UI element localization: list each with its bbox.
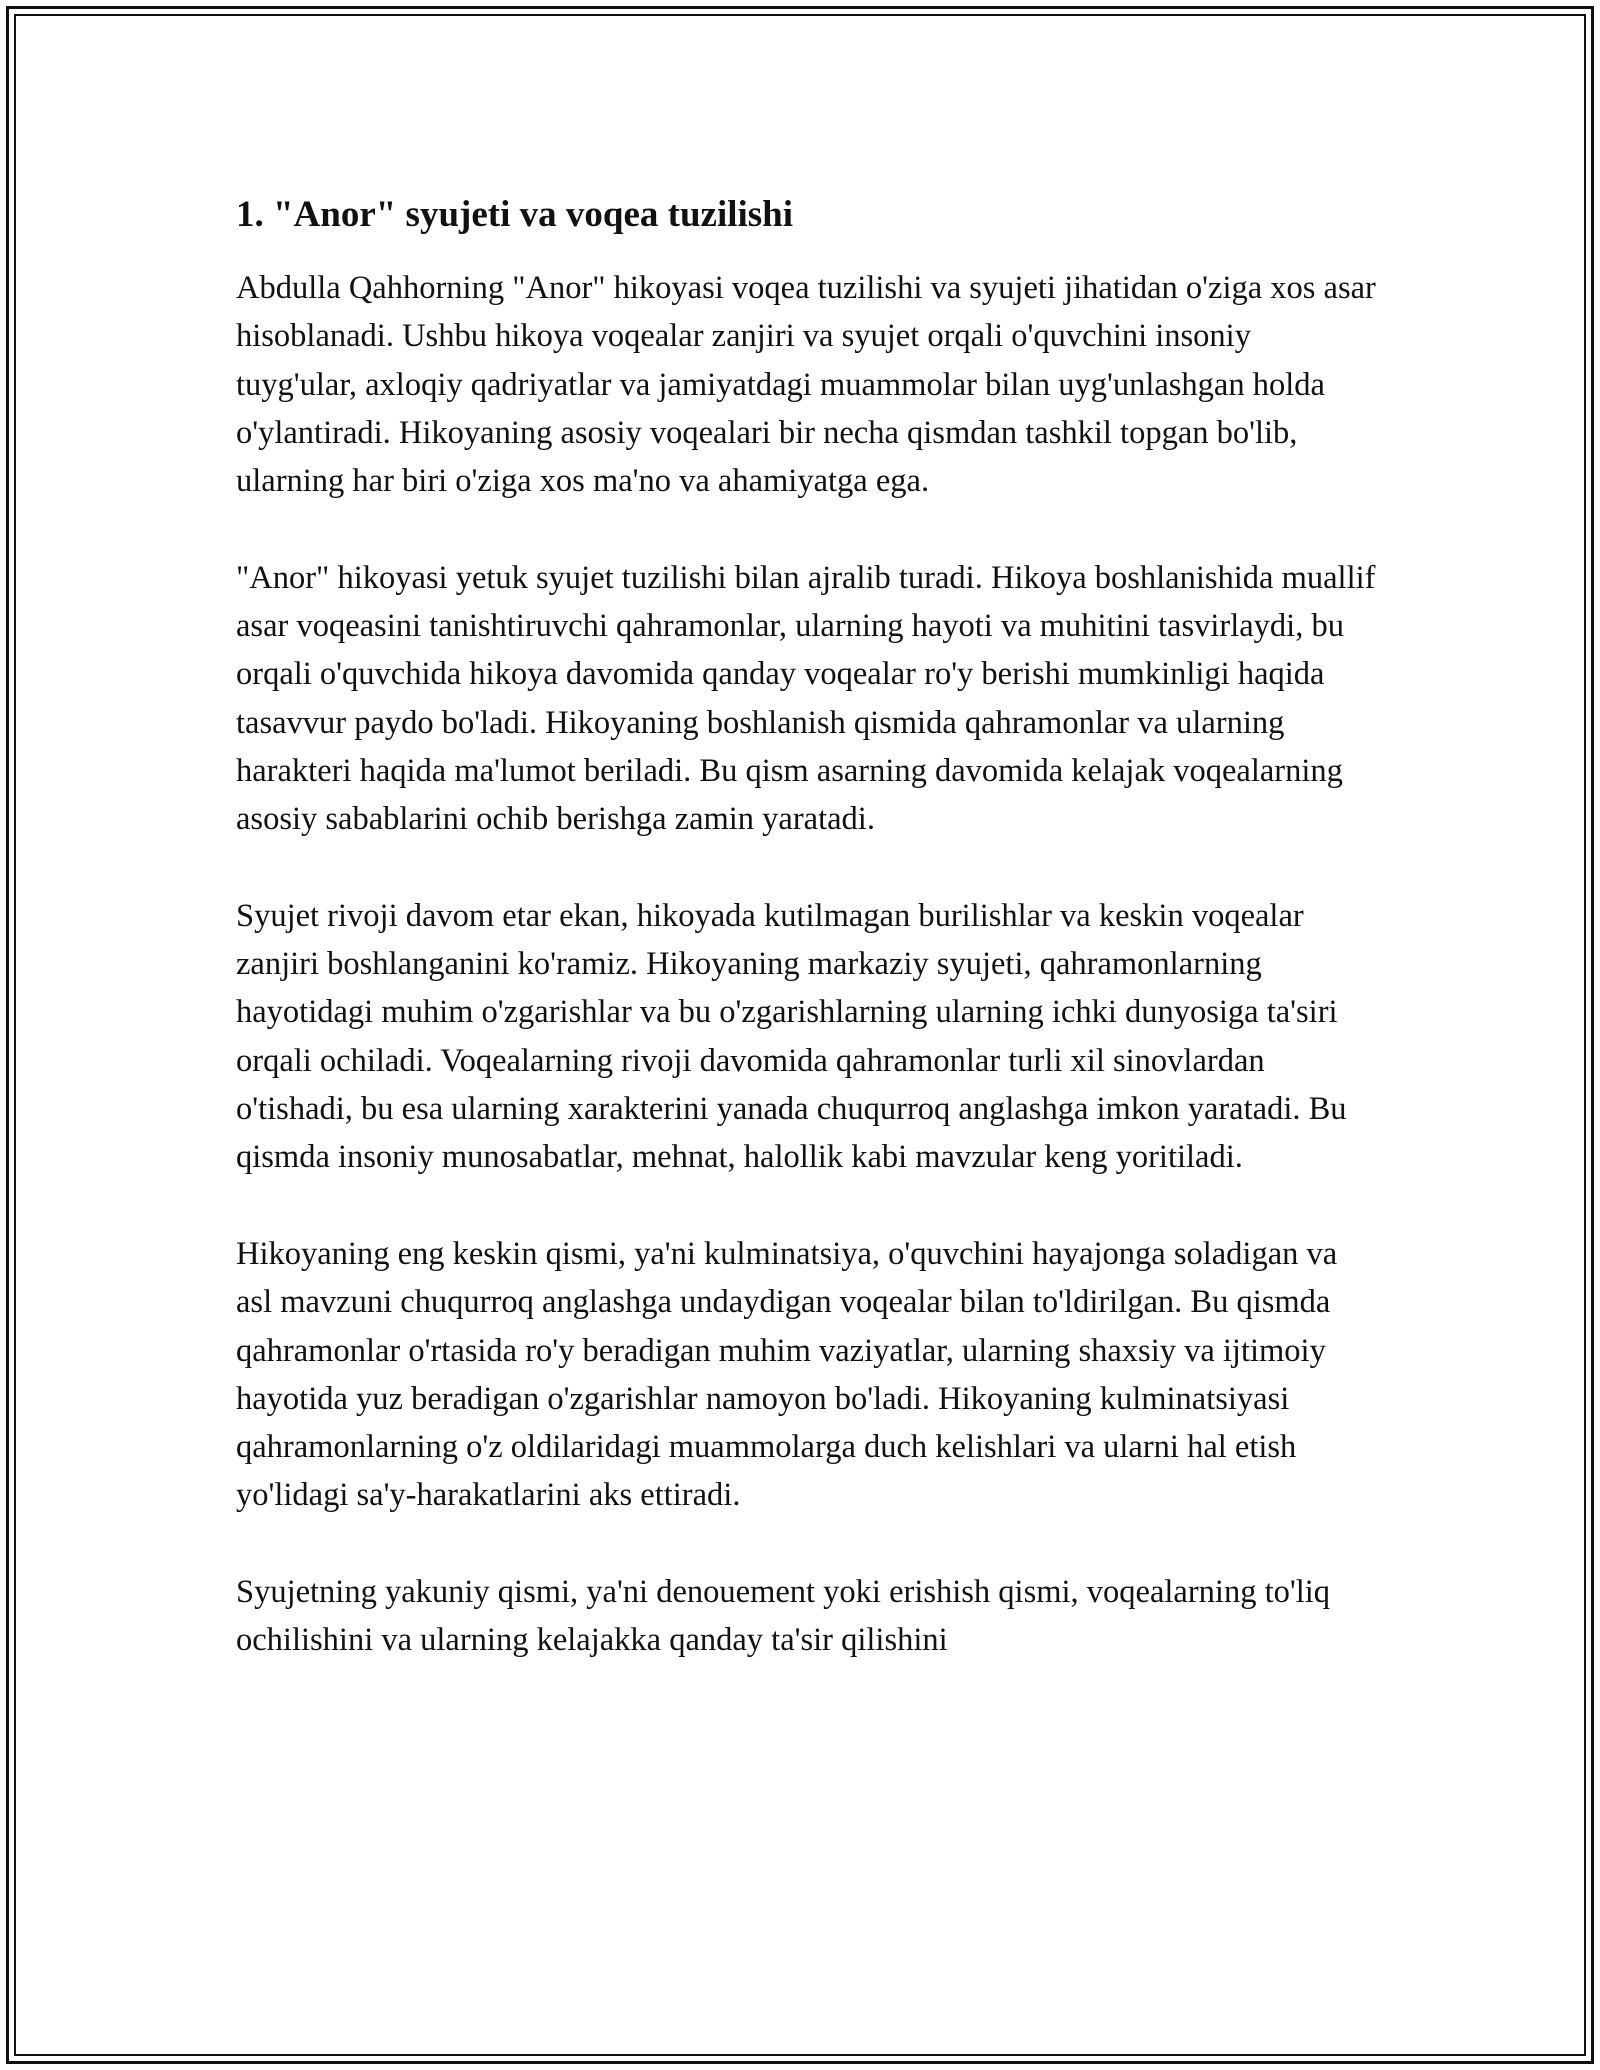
paragraph-exposition: "Anor" hikoyasi yetuk syujet tuzilishi bilan ajralib turadi. Hikoya boshlanishida muallif asar voqeasini tanishtiruvchi qahramonlar, ularning hayoti va muhitini tasvirlaydi, bu orqali o'quvchida hikoya davomida qanday voqealar ro'y berishi mumkinligi haqida tasavvur paydo bo'ladi. Hikoyaning boshlanish qismida qahramonlar va ularning harakteri haqida ma'lumot beriladi. Bu qism asarning davomida kelajak voqealarning asosiy sabablarini ochib berishga zamin yaratadi.	[236, 559, 1376, 838]
section-heading: 1. "Anor" syujeti va voqea tuzilishi	[236, 194, 794, 235]
paragraph-rising-action: Syujet rivoji davom etar ekan, hikoyada kutilmagan burilishlar va keskin voqealar zanjiri boshlanganini ko'ramiz. Hikoyaning markaziy syujeti, qahramonlarning hayotidagi muhim o'zgarishlar va bu o'zgarishlarning ularning ichki dunyosiga ta'siri orqali ochiladi. Voqealarning rivoji davomida qahramonlar turli xil sinovlardan o'tishadi, bu esa ularning xarakterini yanada chuqurroq anglashga imkon yaratadi. Bu qismda insoniy munosabatlar, mehnat, halollik kabi mavzular keng yoritiladi.	[236, 897, 1347, 1176]
paragraph-climax: Hikoyaning eng keskin qismi, ya'ni kulminatsiya, o'quvchini hayajonga soladigan va asl mavzuni chuqurroq anglashga undaydigan voqealar bilan to'ldirilgan. Bu qismda qahramonlar o'rtasida ro'y beradigan muhim vaziyatlar, ularning shaxsiy va ijtimoiy hayotida yuz beradigan o'zgarishlar namoyon bo'ladi. Hikoyaning kulminatsiyasi qahramonlarning o'z oldilaridagi muammolarga duch kelishlari va ularni hal etish yo'lidagi sa'y-harakatlarini aks ettiradi.	[236, 1235, 1338, 1514]
paragraph-denouement: Syujetning yakuniy qismi, ya'ni denouement yoki erishish qismi, voqealarning to'liq ochilishini va ularning kelajakka qanday ta'sir qilishini	[236, 1574, 1331, 1659]
paragraph-intro: Abdulla Qahhorning "Anor" hikoyasi voqea tuzilishi va syujeti jihatidan o'ziga xos asar hisoblanadi. Ushbu hikoya voqealar zanjiri va syujet orqali o'quvchini insoniy tuyg'ular, axloqiy qadriyatlar va jamiyatdagi muammolar bilan uyg'unlashgan holda o'ylantiradi. Hikoyaning asosiy voqealari bir necha qismdan tashkil topgan bo'lib, ularning har biri o'ziga xos ma'no va ahamiyatga ega.	[236, 270, 1376, 500]
document-body	[236, 186, 1376, 1713]
